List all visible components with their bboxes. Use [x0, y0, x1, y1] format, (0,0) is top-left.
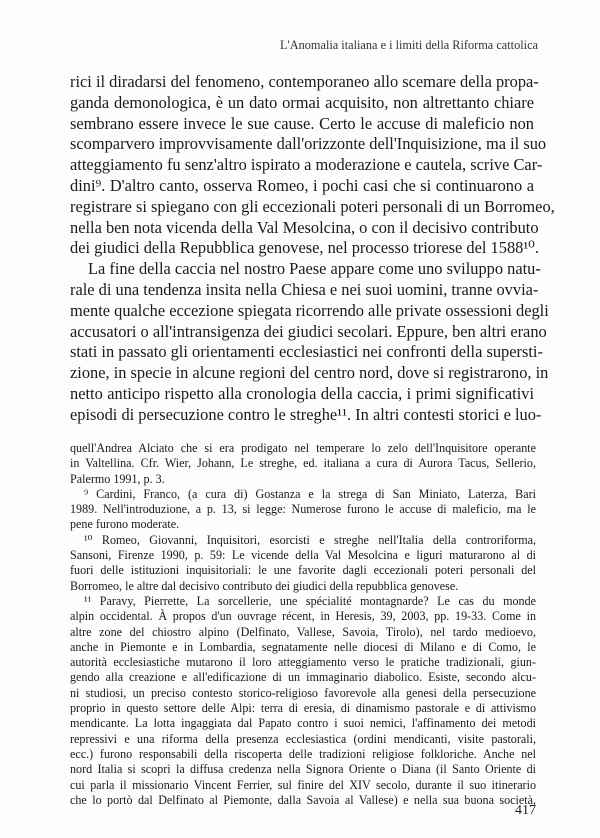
body-line: nella ben nota vicenda della Val Mesolcina, o con il decisivo contributo [70, 217, 539, 237]
body-line: rici il diradarsi del fenomeno, contemporaneo allo scemare della propa- [70, 72, 539, 91]
footnote-10: ¹⁰ Romeo, Giovanni, Inquisitori, esorcisti e streghe nell'Italia della controriforma, [84, 532, 536, 547]
footnote-line: repressivi e una riforma della presenza ecclesiastica (ordini mendicanti, visite pastorali, [70, 731, 536, 746]
footnote-line: cui parla il missionario Vincent Ferrier, sul finire del XIV secolo, durante il suo itinerario [70, 777, 536, 792]
footnote-line: in Valtellina. Cfr. Wier, Johann, Le streghe, ed. italiana a cura di Aurora Tacus, Sellerio, [70, 456, 536, 471]
body-line: mente qualche eccezione spiegata ricorrendo alle private ossessioni degli [70, 300, 549, 320]
footnote-11: ¹¹ Paravy, Pierrette, La sorcellerie, une spécialité montagnarde? Le cas du monde [84, 593, 536, 608]
body-line: episodi di persecuzione contro le streghe¹¹. In altri contesti storici e luo- [70, 404, 542, 424]
footnote-line: nord Italia si scoprì la diffusa credenza nella Signora Oriente o Diana (il Santo Oriente di [70, 762, 536, 777]
footnote-line: che lo portò dal Delfinato al Piemonte, dalla Savoia al Vallese) e nella sua buona società, [70, 792, 536, 807]
body-line: scomparvero improvvisamente dall'orizzonte dell'Inquisizione, ma il suo [70, 134, 547, 154]
body-line: dini⁹. D'altro canto, osserva Romeo, i pochi casi che si continuarono a [70, 175, 534, 195]
body-line: zione, in specie in alcune regioni del centro nord, dove si registrarono, in [70, 363, 549, 383]
body-line: sembrano essere invece le sue cause. Certo le accuse di maleficio non [70, 113, 534, 133]
body-line: netto anticipo rispetto alla cronologia della caccia, i primi significativi [70, 383, 534, 403]
body-line: stati in passato gli orientamenti ecclesiastici nei confronti della supersti- [70, 342, 543, 362]
footnote-line: mendicante. La lotta ingaggiata dal Papato contro i suoi nemici, l'affinamento dei metodi [70, 716, 536, 731]
footnote-line: quell'Andrea Alciato che si era prodigato nel temperare lo zelo dell'Inquisitore operante [70, 441, 536, 455]
footnote-9: ⁹ Cardini, Franco, (a cura di) Gostanza e la strega di San Miniato, Laterza, Bari [84, 486, 536, 501]
footnote-line: ecc.) furono responsabili della riscoperta delle tradizioni religiose folkloriche. Anche nel [70, 746, 536, 761]
footnote-line: anche in Piemonte e in Lombardia, segnatamente nelle diocesi di Milano e di Como, le [70, 639, 536, 654]
footnote-line: 1989. Nell'introduzione, a p. 13, si legge: Numerose furono le accuse di maleficio, ma le [70, 502, 536, 517]
footnotes [70, 441, 536, 808]
footnote-line: Palermo 1991, p. 3. [70, 471, 165, 486]
footnote-line: autorità ecclesiastiche mutarono il loro atteggiamento verso le pratiche tradizionali, giun- [70, 655, 536, 670]
footnote-line: ni studiosi, un preciso contesto storico-religioso favorevole alla genesi della persecuzione [70, 685, 536, 700]
page-number: 417 [515, 803, 536, 818]
running-head: L'Anomalia italiana e i limiti della Riforma cattolica [280, 38, 538, 52]
body-line: ganda demonologica, è un dato ormai acquisito, non altrettanto chiare [70, 92, 534, 112]
footnote-line: pene furono moderate. [70, 517, 180, 532]
footnote-line: Sansoni, Firenze 1990, p. 59: Le vicende della Val Mesolcina e liguri maturarono al di [70, 548, 536, 563]
footnote-line: Borromeo, le altre dal decisivo contributo dei giudici della repubblica genovese. [70, 578, 459, 593]
footnote-line: alpin occidental. À propos d'un ouvrage récent, in Heresis, 39, 2003, pp. 19-33. Come in [70, 609, 536, 624]
main-body-text [70, 72, 555, 426]
body-line: atteggiamento fu senz'altro ispirato a moderazione e cautela, scrive Car- [70, 155, 543, 175]
footnote-line: altre zone del chiostro alpino (Delfinato, Vallese, Savoia, Tirolo), nel tardo medioevo, [70, 624, 536, 639]
body-line: registrare si spiegano con gli eccezionali poteri personali di un Borromeo, [70, 196, 555, 216]
footnote-line: fuori delle istituzioni inquisitoriali: le une favorite dagli eccezionali poteri personali del [70, 563, 536, 578]
footnote-line: proprio in questo settore delle Alpi: terra di eresia, di dinamismo pastorale e di attivismo [70, 701, 536, 716]
body-line: dei giudici della Repubblica genovese, nel processo triorese del 1588¹⁰. [70, 238, 539, 258]
footnote-line: gendo alla creazione e all'edificazione di un immaginario diabolico. Esiste, secondo alcu- [70, 670, 536, 685]
body-line: accusatori o all'intransigenza dei giudici secolari. Eppure, ben altri erano [70, 321, 547, 341]
body-line: rale di una tendenza insita nella Chiesa e nei suoi uomini, tranne ovvia- [70, 279, 539, 299]
body-line: La fine della caccia nel nostro Paese appare come uno sviluppo natu- [88, 259, 541, 279]
